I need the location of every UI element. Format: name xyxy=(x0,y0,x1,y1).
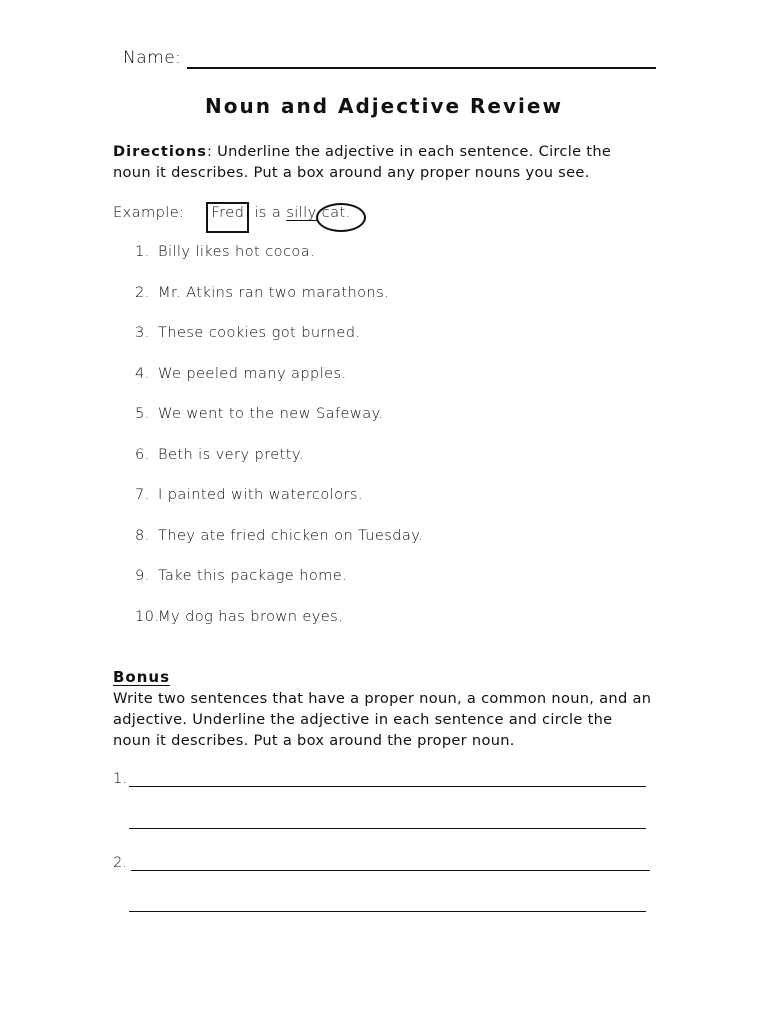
list-item-number: 10. xyxy=(135,608,160,625)
list-item xyxy=(135,608,343,625)
list-item-text: Mr. Atkins ran two marathons. xyxy=(158,284,390,301)
list-item xyxy=(135,365,347,382)
list-item-number: 8. xyxy=(135,527,150,544)
list-item-text: My dog has brown eyes. xyxy=(158,608,344,625)
list-item-number: 6. xyxy=(135,446,150,463)
answer-line[interactable] xyxy=(129,828,646,829)
directions-label: Directions xyxy=(113,143,207,160)
page-title: Noun and Adjective Review xyxy=(205,94,563,118)
example-adjective-underlined: silly xyxy=(286,204,317,221)
list-item-text: These cookies got burned. xyxy=(158,324,361,341)
answer-number: 2. xyxy=(113,854,127,871)
list-item-number: 9. xyxy=(135,567,150,584)
answer-line[interactable] xyxy=(131,870,650,871)
list-item xyxy=(135,567,347,584)
list-item-number: 2. xyxy=(135,284,150,301)
list-item-text: We peeled many apples. xyxy=(158,365,347,382)
answer-number: 1. xyxy=(113,770,127,787)
example-noun-circled: cat. xyxy=(321,204,351,221)
name-label: Name: xyxy=(123,48,182,68)
bonus-title: Bonus xyxy=(113,668,171,686)
list-item-text: I painted with watercolors. xyxy=(158,486,363,503)
example-row xyxy=(113,202,351,233)
list-item-number: 4. xyxy=(135,365,150,382)
bonus-instructions: Write two sentences that have a proper noun, a common noun, and an adjective. Underline the adjective in each sentence and circle the noun it describes. Put a box around the proper noun. xyxy=(113,690,652,749)
name-field-line[interactable] xyxy=(187,67,656,69)
list-item-text: Beth is very pretty. xyxy=(158,446,304,463)
list-item xyxy=(135,486,363,503)
directions-paragraph xyxy=(113,141,653,183)
list-item-number: 5. xyxy=(135,405,150,422)
list-item-text: Billy likes hot cocoa. xyxy=(158,243,316,260)
list-item-number: 1. xyxy=(135,243,150,260)
directions-text: : Underline the adjective in each sentence. Circle the noun it describes. Put a box around any proper nouns you see. xyxy=(113,143,612,181)
example-middle-text: is a xyxy=(249,204,287,221)
list-item xyxy=(135,527,423,544)
example-label: Example: xyxy=(113,204,185,221)
list-item-text: They ate fried chicken on Tuesday. xyxy=(158,527,424,544)
list-item xyxy=(135,405,384,422)
example-proper-noun-boxed: Fred xyxy=(206,202,249,233)
answer-line[interactable] xyxy=(129,786,646,787)
list-item-text: We went to the new Safeway. xyxy=(158,405,384,422)
list-item-number: 7. xyxy=(135,486,150,503)
answer-line[interactable] xyxy=(129,911,646,912)
list-item xyxy=(135,324,360,341)
example-circle-mark xyxy=(316,203,366,232)
list-item xyxy=(135,446,304,463)
list-item xyxy=(135,243,315,260)
list-item xyxy=(135,284,389,301)
list-item-text: Take this package home. xyxy=(158,567,348,584)
list-item-number: 3. xyxy=(135,324,150,341)
